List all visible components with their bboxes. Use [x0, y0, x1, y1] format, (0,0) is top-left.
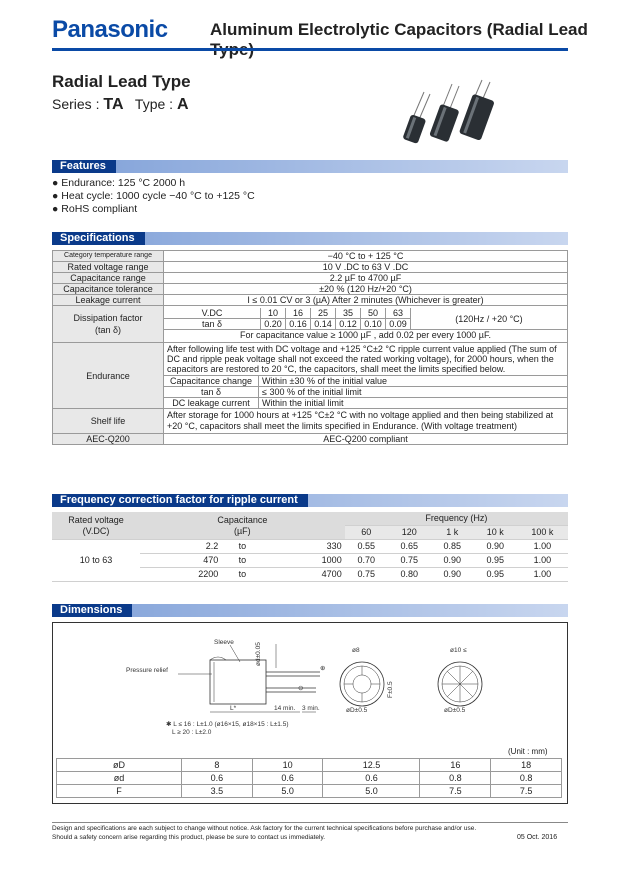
phiD-tolerance-8: øD±0.5 [346, 707, 368, 714]
dim-cell: 0.8 [420, 772, 491, 785]
series-value: TA [103, 96, 124, 113]
endurance-item: DC leakage current [164, 398, 259, 409]
footer-rule [52, 822, 568, 823]
spec-label: Capacitance range [53, 273, 164, 284]
tan-row-label: tan δ [164, 319, 261, 330]
factor-cell: 0.70 [345, 554, 388, 568]
dim-cell: 12.5 [323, 759, 420, 772]
spec-value: I ≤ 0.01 CV or 3 (µA) After 2 minutes (Whichever is greater) [164, 295, 568, 306]
dissipation-table [164, 308, 567, 340]
dim-cell: 0.6 [182, 772, 253, 785]
endurance-table [164, 375, 567, 408]
table-row [57, 772, 562, 785]
frequency-table [52, 512, 568, 582]
factor-cell: 0.80 [388, 568, 431, 582]
factor-cell: 0.85 [431, 540, 474, 554]
table-row [53, 343, 568, 409]
dimension-drawing [120, 632, 540, 740]
dim-cell: 0.8 [491, 772, 562, 785]
features-section-bar [52, 160, 568, 173]
tan-cell: 0.10 [361, 319, 386, 330]
cap-to: 4700 [263, 568, 344, 582]
factor-cell: 0.90 [474, 540, 517, 554]
tan-cell: 0.16 [286, 319, 311, 330]
brand-logo: Panasonic [52, 16, 168, 43]
feature-item: ● Endurance: 125 °C 2000 h [52, 177, 186, 189]
factor-cell: 0.65 [388, 540, 431, 554]
voltage-cell: 16 [286, 308, 311, 319]
spec-value: −40 °C to + 125 °C [164, 251, 568, 262]
dim-cell: 0.6 [323, 772, 420, 785]
freq-col-header: 1 k [431, 526, 474, 540]
dimensions-table [56, 758, 562, 798]
endurance-cell [164, 343, 568, 409]
endurance-limit: ≤ 300 % of the initial limit [259, 387, 568, 398]
cap-from: 470 [140, 554, 221, 568]
endurance-item: Capacitance change [164, 376, 259, 387]
spec-label: Endurance [53, 343, 164, 409]
length-label: L* [230, 705, 237, 712]
type-prefix: Type : [134, 96, 174, 112]
unit-note: (Unit : mm) [508, 747, 548, 756]
dimensions-heading: Dimensions [52, 604, 132, 617]
spec-label: AEC-Q200 [53, 434, 164, 445]
cap-from: 2200 [140, 568, 221, 582]
minus-symbol: ⊖ [298, 685, 304, 692]
phiD-tolerance-10: øD±0.5 [444, 707, 466, 714]
endurance-limit: Within the initial limit [259, 398, 568, 409]
factor-cell: 0.55 [345, 540, 388, 554]
table-row [53, 284, 568, 295]
plus-symbol: ⊕ [320, 665, 326, 672]
spec-label: Rated voltage range [53, 262, 164, 273]
endurance-limit: Within ±30 % of the initial value [259, 376, 568, 387]
table-row [53, 273, 568, 284]
table-row [164, 308, 567, 319]
f-tolerance-label: F±0.5 [387, 681, 394, 698]
tan-cell: 0.12 [336, 319, 361, 330]
freq-col-header: 100 k [517, 526, 568, 540]
rated-voltage-header: Rated voltage (V.DC) [52, 512, 140, 540]
length-tolerance-note: ✱ L ≤ 16 : L±1.0 (ø16×15, ø18×15 : L±1.5) [166, 721, 289, 728]
voltage-cell: 25 [311, 308, 336, 319]
specifications-table [52, 250, 568, 445]
voltage-cell: 63 [386, 308, 411, 319]
table-row [57, 785, 562, 798]
spec-label: Leakage current [53, 295, 164, 306]
dim-row-label: F [57, 785, 182, 798]
spec-label [53, 306, 164, 343]
dim-cell: 5.0 [252, 785, 323, 798]
phi10-label: ø10 ≤ [450, 647, 467, 654]
table-row [52, 540, 568, 554]
dim-cell: 10 [252, 759, 323, 772]
endurance-text: After following life test with DC voltage and +125 °C±2 °C ripple current value applied (The sum of DC and ripple peak voltage shall not exceed the rated working voltage), for 2000 hours, when the capacitors are restored to 20 °C, the capacitors, shall meet the limits specified below. [167, 344, 557, 374]
cap-to: 1000 [263, 554, 344, 568]
dim-cell: 8 [182, 759, 253, 772]
cap-to-word: to [221, 554, 263, 568]
factor-cell: 1.00 [517, 554, 568, 568]
dissipation-cell [164, 306, 568, 343]
cap-to-word: to [221, 568, 263, 582]
dim-row-label: ød [57, 772, 182, 785]
spec-value: 2.2 µF to 4700 µF [164, 273, 568, 284]
table-row [57, 759, 562, 772]
factor-cell: 0.75 [345, 568, 388, 582]
pressure-relief-label: Pressure relief [126, 667, 168, 674]
dim-cell: 0.6 [252, 772, 323, 785]
freq-col-header: 60 [345, 526, 388, 540]
spec-value: After storage for 1000 hours at +125 °C±2 °C with no voltage applied and then being stabilized at +20 °C, capacitors shall meet the limits specified in Endurance. (With voltage treatment) [164, 409, 568, 434]
table-row [53, 295, 568, 306]
freq-col-header: 120 [388, 526, 431, 540]
dissipation-condition: (120Hz / +20 °C) [411, 308, 568, 330]
series-line [52, 96, 189, 114]
dim-row-label: øD [57, 759, 182, 772]
cap-to: 330 [263, 540, 344, 554]
footer-safety-note: Should a safety concern arise regarding this product, please be sure to contact us immediately. [52, 834, 326, 841]
table-row [164, 398, 567, 409]
table-row [53, 251, 568, 262]
footer-disclaimer: Design and specifications are each subject to change without notice. Ask factory for the current technical specifications before purchase and/or use. [52, 825, 477, 832]
dim-cell: 7.5 [420, 785, 491, 798]
dim-cell: 16 [420, 759, 491, 772]
factor-cell: 0.90 [431, 568, 474, 582]
series-prefix: Series : [52, 96, 100, 112]
lead-diameter-label: ød±0.05 [255, 642, 262, 666]
type-value: A [176, 96, 189, 113]
dim-cell: 3.5 [182, 785, 253, 798]
dissipation-note: For capacitance value ≥ 1000 µF , add 0.02 per every 1000 µF. [164, 330, 567, 341]
tan-cell: 0.09 [386, 319, 411, 330]
factor-cell: 0.95 [474, 554, 517, 568]
features-heading: Features [52, 160, 116, 173]
frequency-section-bar [52, 494, 568, 507]
document-header-title: Aluminum Electrolytic Capacitors (Radial Lead [210, 20, 588, 39]
frequency-header: Frequency (Hz) [345, 512, 568, 526]
table-row [164, 387, 567, 398]
dim-cell: 7.5 [491, 785, 562, 798]
page-title: Radial Lead Type [52, 72, 191, 91]
header-rule [52, 48, 568, 51]
voltage-row-label: V.DC [164, 308, 261, 319]
cap-from: 2.2 [140, 540, 221, 554]
spec-label: Shelf life [53, 409, 164, 434]
factor-cell: 0.90 [431, 554, 474, 568]
table-row [164, 376, 567, 387]
phi8-label: ø8 [352, 647, 360, 654]
feature-item: ● RoHS compliant [52, 203, 138, 215]
length-tolerance-note-2: L ≥ 20 : L±2.0 [172, 729, 212, 736]
spec-value: 10 V .DC to 63 V .DC [164, 262, 568, 273]
voltage-cell: 50 [361, 308, 386, 319]
endurance-item: tan δ [164, 387, 259, 398]
dim-cell: 18 [491, 759, 562, 772]
voltage-cell: 10 [261, 308, 286, 319]
factor-cell: 0.75 [388, 554, 431, 568]
dissipation-label-sub: (tan δ) [94, 325, 121, 335]
capacitor-product-image [392, 78, 502, 148]
capacitance-header: Capacitance (µF) [140, 512, 345, 540]
min3-label: 3 min. [302, 705, 320, 712]
min14-label: 14 min. [274, 705, 296, 712]
tan-cell: 0.20 [261, 319, 286, 330]
spec-label: Capacitance tolerance [53, 284, 164, 295]
tan-cell: 0.14 [311, 319, 336, 330]
voltage-cell: 35 [336, 308, 361, 319]
dim-cell: 5.0 [323, 785, 420, 798]
factor-cell: 1.00 [517, 568, 568, 582]
specifications-heading: Specifications [52, 232, 145, 245]
freq-col-header: 10 k [474, 526, 517, 540]
dissipation-label: Dissipation factor [73, 313, 143, 323]
factor-cell: 1.00 [517, 540, 568, 554]
footer-page-date: 05 Oct. 2016 [517, 834, 558, 841]
dimensions-section-bar [52, 604, 568, 617]
cap-to-word: to [221, 540, 263, 554]
spec-value: AEC-Q200 compliant [164, 434, 568, 445]
table-row [164, 330, 567, 341]
table-row [53, 262, 568, 273]
spec-label: Category temperature range [53, 251, 164, 262]
factor-cell: 0.95 [474, 568, 517, 582]
spec-value: ±20 % (120 Hz/+20 °C) [164, 284, 568, 295]
sleeve-label: Sleeve [214, 639, 234, 646]
table-row [53, 409, 568, 434]
frequency-heading: Frequency correction factor for ripple current [52, 494, 308, 507]
table-row [53, 306, 568, 343]
feature-item: ● Heat cycle: 1000 cycle −40 °C to +125 °C [52, 190, 255, 202]
table-row [53, 434, 568, 445]
voltage-group: 10 to 63 [52, 540, 140, 582]
specifications-section-bar [52, 232, 568, 245]
table-row [52, 512, 568, 526]
